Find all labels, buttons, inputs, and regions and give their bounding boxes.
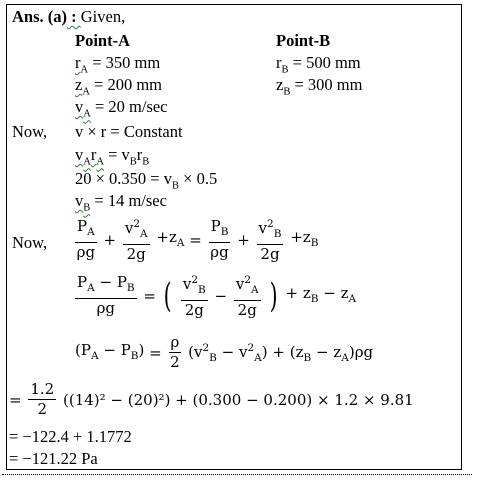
bernoulli-equation: $\frac{P_A}{\rho g}$ + $\frac{v^2_A}{2g}$ $+z_A$ = $\frac{P_B}{\rho g}$ + $\frac{v^2_B}{2g}$ $+z_B$	[76, 217, 319, 263]
point-a-radius: $r_A = 350$ mm	[75, 53, 161, 76]
now-label-1: Now,	[12, 122, 48, 141]
point-b-height: $z_B = 300$ mm	[276, 75, 363, 98]
pressure-difference-equation: $\frac{P_A - P_B}{\rho g}$ = ( $\frac{v^2_B}{2g}$ − $\frac{v^2_A}{2g}$ ) + $z_B - z_A$	[77, 273, 357, 319]
point-b-heading: Point-B	[276, 31, 331, 50]
result-line-1: = −122.4 + 1.1772	[9, 427, 132, 446]
pressure-difference-expression: $(P_A - P_B)$ = $\frac{\rho}{2}$ $(v^2_B - v^2_A) + (z_B - z_A)\rho g$	[75, 333, 374, 371]
answer-separator: :	[67, 7, 81, 26]
point-a-height: $z_A = 200$ mm	[75, 75, 163, 98]
answer-header	[12, 8, 125, 26]
continuity-equation: $v_Ar_A = v_Br_B$	[75, 145, 150, 168]
given-label: Given,	[80, 7, 126, 26]
continuity-substitution: $20 \times 0.350 = v_B \times 0.5$	[75, 169, 218, 192]
dotted-separator	[2, 474, 472, 475]
now-label-2: Now,	[12, 233, 48, 252]
numeric-substitution: = $\frac{1.2}{2}$ ((14)² − (20)²) + (0.300 − 0.200) × 1.2 × 9.81	[9, 380, 414, 418]
result-line-2: = −121.22 Pa	[9, 449, 98, 468]
point-a-velocity: $v_A = 20$ m/sec	[75, 97, 168, 120]
point-a-heading: Point-A	[75, 31, 130, 50]
continuity-law: v × r = Constant	[75, 122, 183, 141]
point-b-radius: $r_B = 500$ mm	[276, 53, 361, 76]
answer-label: Ans. (a)	[12, 7, 68, 26]
velocity-b-result: $v_B = 14$ m/sec	[75, 191, 167, 214]
